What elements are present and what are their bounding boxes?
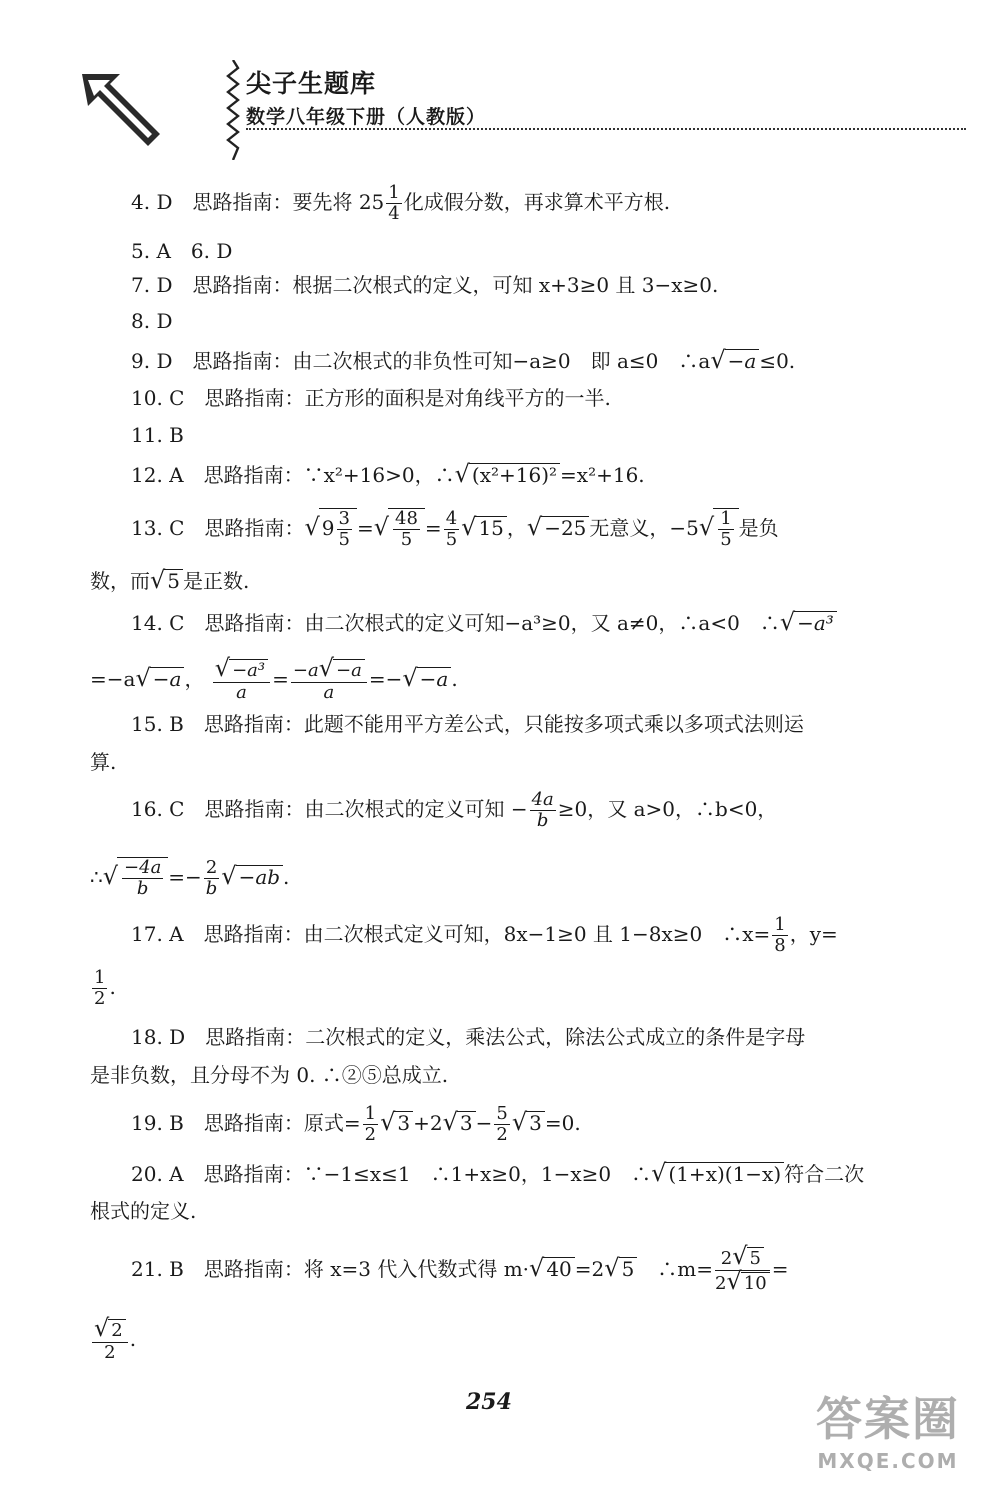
page-header <box>78 58 898 168</box>
header-dotted-rule <box>246 128 966 130</box>
answer-4: 4. D 思路指南：要先将 25 $\frac{1}{4}$ 化成假分数，再求算术平方根. <box>131 182 671 224</box>
answer-11: 11. B <box>131 423 184 447</box>
answer-17: 17. A 思路指南：由二次根式定义可知，8x−1≥0 且 1−8x≥0 ∴x= $\frac{1}{8}$ ，y= <box>131 914 838 956</box>
answer-16: 16. C 思路指南：由二次根式的定义可知 − $\frac{4a}{b}$ ≥0，又 a>0，∴b<0， <box>131 789 778 831</box>
answer-8: 8. D <box>131 309 173 333</box>
answer-20-cont: 根式的定义. <box>90 1199 197 1223</box>
answer-21: 21. B 思路指南：将 x=3 代入代数式得 m·√ 40 =2√ 5 ∴m= $\frac{2√ 5}{2√ 10}$ = <box>131 1242 789 1295</box>
watermark-title: 答案圈 <box>816 1392 960 1446</box>
answer-12: 12. A 思路指南：∵x²+16>0，∴√ (x²+16)² =x²+16. <box>131 460 645 488</box>
zigzag-divider-icon <box>226 60 240 160</box>
book-subtitle: 数学八年级下册（人教版） <box>246 106 487 128</box>
answer-16-cont: ∴√ $\frac{-4a}{b}$ =− $\frac{2}{b}$ √ −ab . <box>90 857 290 899</box>
answer-20: 20. A 思路指南：∵−1≤x≤1 ∴1+x≥0，1−x≥0 ∴√ (1+x)(1−x) 符合二次 <box>131 1159 865 1187</box>
watermark-url: MXQE.COM <box>817 1449 959 1473</box>
answer-17-cont: $\frac{1}{2}$ . <box>94 967 116 1009</box>
answer-7: 7. D 思路指南：根据二次根式的定义，可知 x+3≥0 且 3−x≥0. <box>131 273 719 297</box>
answer-15-cont: 算. <box>90 750 117 774</box>
answer-10: 10. C 思路指南：正方形的面积是对角线平方的一半. <box>131 386 611 410</box>
answer-18: 18. D 思路指南：二次根式的定义，乘法公式，除法公式成立的条件是字母 <box>131 1025 806 1049</box>
fraction: $\frac{1}{4}$ <box>388 182 400 224</box>
answer-14-cont: =−a√ −a ， $\frac{\text{√ −a³}}{a}$ = $\frac{-a√ -a}{a}$ =−√ −a . <box>90 654 458 703</box>
answer-21-cont: $\frac{√ 2}{2}$ . <box>94 1314 137 1363</box>
answer-18-cont: 是非负数，且分母不为 0. ∴②⑤总成立. <box>90 1063 449 1087</box>
answer-9: 9. D 思路指南：由二次根式的非负性可知−a≥0 即 a≤0 ∴a√ −a ≤0. <box>131 346 796 374</box>
watermark <box>816 1383 960 1473</box>
answer-13: 13. C 思路指南：√ 9 $\frac{3}{5}$ =√ $\frac{48}{5}$ = $\frac{4}{5}$ √ 15 ，√ −25 无意义，−5√ $\frac{1}{5}$ 是负 <box>131 508 779 550</box>
arrow-logo-icon <box>78 68 168 148</box>
answer-5-6: 5. A 6. D <box>131 239 233 263</box>
answer-19: 19. B 思路指南：原式= $\frac{1}{2}$ √ 3 +2√ 3 − $\frac{5}{2}$ √ 3 =0. <box>131 1103 581 1145</box>
answer-15: 15. B 思路指南：此题不能用平方差公式，只能按多项式乘以多项式法则运 <box>131 712 804 736</box>
page-number: 254 <box>466 1389 512 1415</box>
answer-14: 14. C 思路指南：由二次根式的定义可知−a³≥0，又 a≠0，∴a<0 ∴√ −a³ <box>131 609 837 636</box>
brand-title: 尖子生题库 <box>246 69 377 98</box>
answer-13-cont: 数，而√ 5 是正数. <box>90 566 250 594</box>
